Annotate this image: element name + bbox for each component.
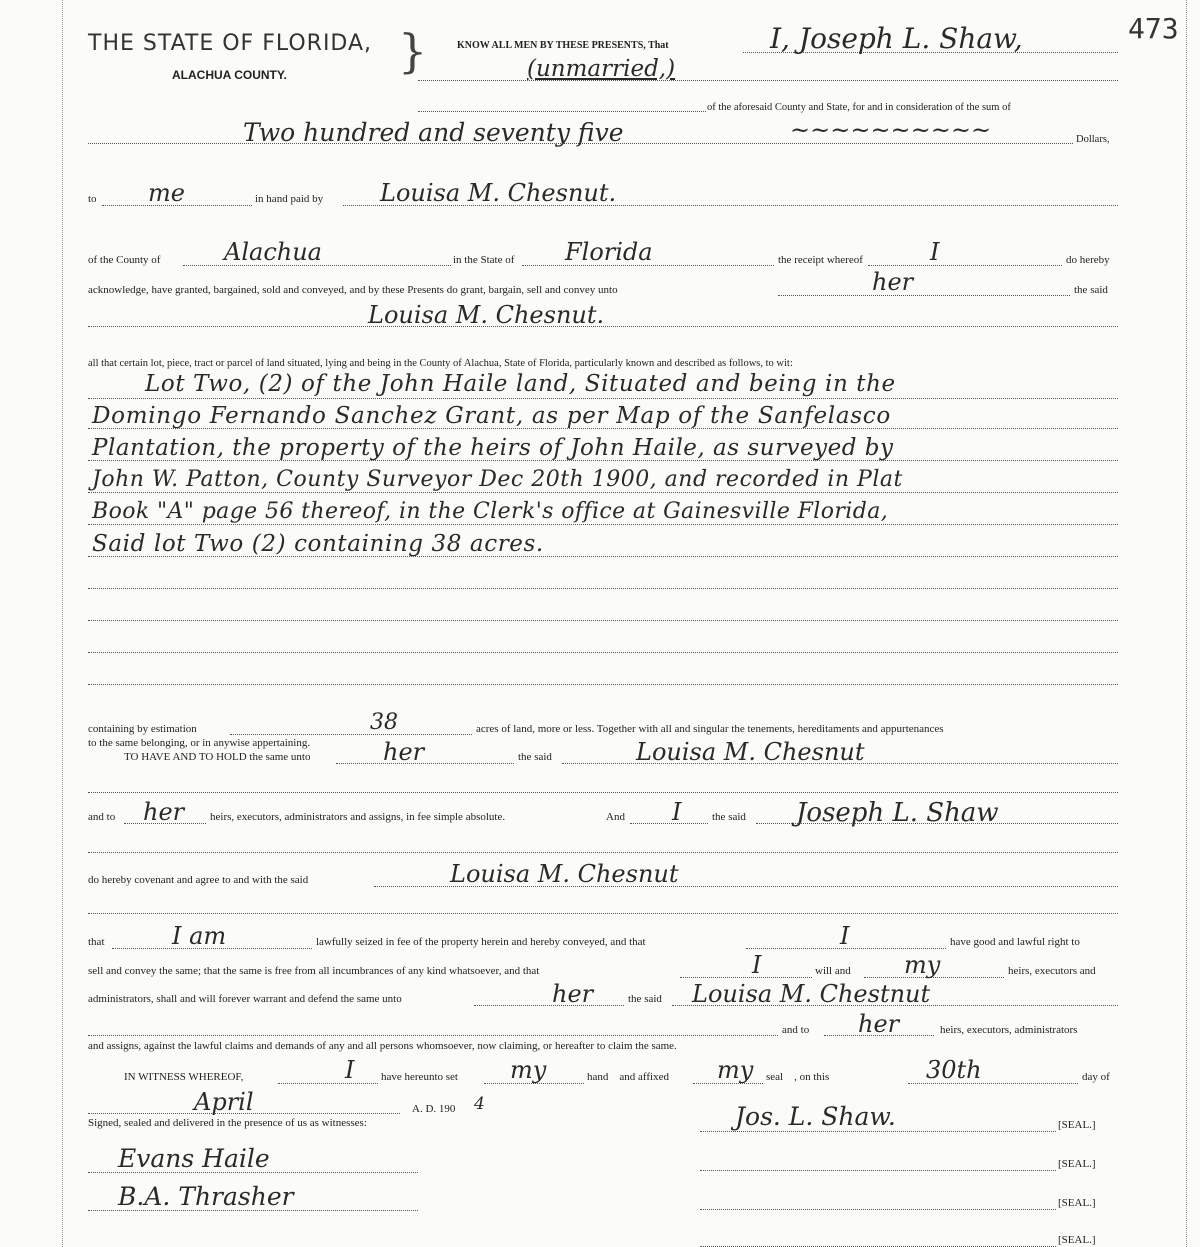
and-to2-pre-line [88,1035,778,1036]
affixed-my-value: my [717,1056,754,1084]
description-line-2: Domingo Fernando Sanchez Grant, as per Map of the Sanfelasco [92,403,891,429]
desc-rule-10 [88,684,1118,685]
hold-unto-value: her [383,738,425,766]
lawfully-text: lawfully seized in fee of the property herein and hereby conveyed, and that [316,936,646,948]
left-margin-rule [62,0,63,1247]
hand-affixed-text: hand and affixed [587,1071,669,1083]
the-said-label-4: the said [628,993,662,1005]
all-that-text: all that certain lot, piece, tract or parcel of land situated, lying and being in the County of Alachua, State of Florida, particularly known and described as follows, to wit: [88,358,793,369]
sell-convey-text: sell and convey the same; that the same is free from all incumbrances of any kind whatsoever, and that [88,965,540,977]
defend-unto-line [474,1005,624,1006]
receipt-value: I [930,238,940,266]
aforesaid-text: of the aforesaid County and State, for and in consideration of the sum of [707,102,1011,113]
seal-on-text: seal , on this [766,1071,830,1083]
state-value: Florida [565,238,653,266]
covenant-text: do hereby covenant and agree to and with the said [88,874,309,886]
grantor-signature: Jos. L. Shaw. [735,1102,896,1131]
heirs-exec2-text: heirs, executors and [1008,965,1096,977]
county-heading: ALACHUA COUNTY. [172,68,287,82]
state-heading: THE STATE OF FLORIDA, [88,31,373,56]
seal-label-4: [SEAL.] [1058,1234,1096,1246]
containing-label: containing by estimation [88,723,197,735]
that-label: that [88,936,105,948]
witness-i-line [278,1083,378,1084]
unto-line [778,295,1070,296]
and-i-value: I [672,798,682,826]
defend-unto-value: her [552,980,594,1008]
grantor-rule-2 [88,852,1118,853]
amount-flourish: ~~~~~~~~~~ [790,116,992,144]
signature-line-3 [700,1209,1056,1210]
set-my-value: my [510,1056,547,1084]
hold-said-value: Louisa M. Chesnut [636,738,865,766]
desc-rule-4 [88,492,1118,493]
description-line-3: Plantation, the property of the heirs of John Haile, as surveyed by [92,435,894,461]
and-to2-label: and to [782,1024,810,1036]
day-of-text: day of [1082,1071,1110,1083]
witness-1-signature: Evans Haile [118,1144,270,1173]
and-to-label: and to [88,811,116,823]
acres-line [230,734,472,735]
and-that-i-line [680,977,812,978]
and-to2-value: her [858,1010,900,1038]
defend-said-value: Louisa M. Chestnut [692,980,931,1008]
seal-label-2: [SEAL.] [1058,1158,1096,1170]
and-that-i-value: I [752,951,762,979]
desc-rule-5 [88,524,1118,525]
receipt-label: the receipt whereof [778,254,863,266]
ad-text: A. D. 190 [412,1103,456,1115]
that-i-am-value: I am [172,922,227,950]
county-value: Alachua [224,238,322,266]
witness-i-value: I [345,1056,355,1084]
know-all-text: KNOW ALL MEN BY THESE PRESENTS, That [457,40,669,51]
acres-value: 38 [370,710,398,735]
grantor-status: (unmarried,) [527,56,676,82]
paid-by-value: Louisa M. Chesnut. [380,179,617,207]
and-word: And [606,811,625,823]
hold-rule-2 [88,792,1118,793]
day-value: 30th [926,1056,982,1084]
administrators-text: administrators, shall and will forever warrant and defend the same unto [88,993,402,1005]
description-line-4: John W. Patton, County Surveyor Dec 20th 1900, and recorded in Plat [92,467,903,492]
have-good-text: have good and lawful right to [950,936,1080,948]
desc-rule-9 [88,652,1118,653]
heirs-exec3-text: heirs, executors, administrators [940,1024,1078,1036]
seal-label-1: [SEAL.] [1058,1119,1096,1131]
grantor-line-2 [418,80,1118,81]
signature-line-1 [700,1131,1056,1132]
said-grantee-value: Louisa M. Chesnut. [368,301,605,329]
the-said-label-1: the said [1074,284,1108,296]
hold-unto-line [336,763,514,764]
grantor-name: I, Joseph L. Shaw, [770,22,1023,55]
signed-text: Signed, sealed and delivered in the presence of us as witnesses: [88,1117,367,1129]
covenant-value: Louisa M. Chesnut [450,860,679,888]
the-said-label-2: the said [518,751,552,763]
header-brace: } [398,24,428,78]
description-line-6: Said lot Two (2) containing 38 acres. [92,531,544,557]
in-state-label: in the State of [453,254,515,266]
and-that-value: I [840,922,850,950]
in-witness-text: IN WITNESS WHEREOF, [124,1071,244,1083]
to-value: me [148,179,185,207]
and-to-value: her [143,798,185,826]
desc-rule-8 [88,620,1118,621]
right-margin-rule [1186,0,1187,1247]
dollars-label: Dollars, [1076,134,1110,145]
hereunto-text: have hereunto set [381,1071,458,1083]
page-number: 473 [1128,12,1179,45]
same-belonging-text: to the same belonging, or in anywise appertaining. [88,737,311,749]
description-line-1: Lot Two, (2) of the John Haile land, Situated and being in the [145,371,896,397]
witness-2-signature: B.A. Thrasher [118,1182,294,1211]
acknowledge-text: acknowledge, have granted, bargained, sold and conveyed, and by these Presents do grant, bargain, sell and convey unto [88,284,618,296]
do-hereby-label: do hereby [1066,254,1110,266]
seal-label-3: [SEAL.] [1058,1197,1096,1209]
paid-by-label: in hand paid by [255,193,324,205]
desc-rule-1 [88,398,1118,399]
desc-rule-7 [88,588,1118,589]
heirs-exec-text: heirs, executors, administrators and assigns, in fee simple absolute. [210,811,506,823]
unto-value: her [872,268,914,296]
month-value: April [194,1088,254,1116]
consideration-line [418,111,706,112]
receipt-line [868,265,1062,266]
county-of-label: of the County of [88,254,161,266]
assigns-text: and assigns, against the lawful claims and demands of any and all persons whomsoever, now claiming, or hereafter to claim the same. [88,1040,677,1052]
will-my-value: my [904,951,941,979]
amount-words: Two hundred and seventy five [243,118,624,147]
the-said-label-3: the said [712,811,746,823]
to-label: to [88,193,97,205]
to-have-text: TO HAVE AND TO HOLD the same unto [124,751,311,763]
signature-line-2 [700,1170,1056,1171]
year-digit: 4 [474,1094,485,1114]
covenant-rule-2 [88,913,1118,914]
will-and-text: will and [815,965,851,977]
said-grantor-value: Joseph L. Shaw [796,798,999,828]
acres-text: acres of land, more or less. Together with all and singular the tenements, hereditaments and appurtenances [476,723,944,735]
and-i-line [630,823,708,824]
description-line-5: Book "A" page 56 thereof, in the Clerk's office at Gainesville Florida, [92,499,889,524]
